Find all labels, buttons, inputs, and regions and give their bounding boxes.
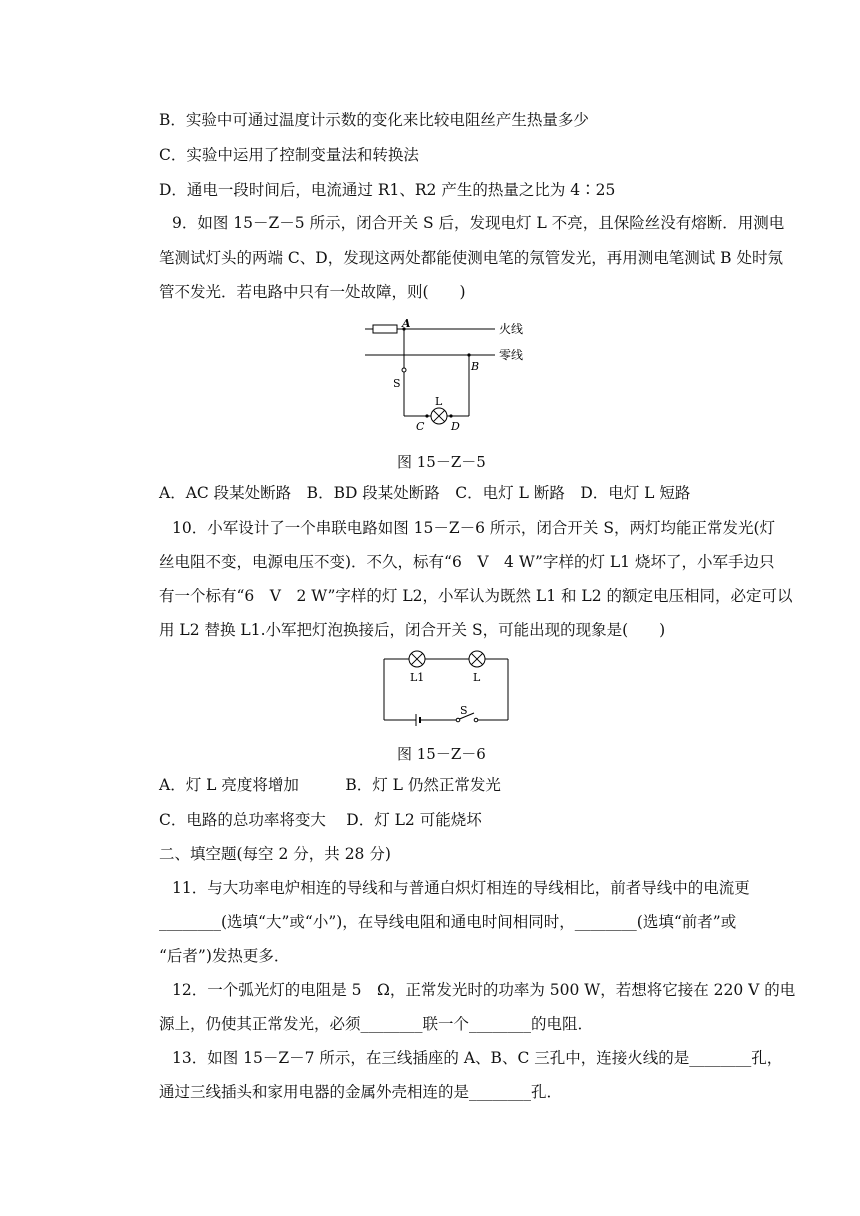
circuit-figure-15-z-6 [378, 648, 518, 728]
q9-stem-line3: 管不发光．若电路中只有一处故障，则( ) [159, 283, 466, 301]
q12-stem-line1: 12．一个弧光灯的电阻是 5 Ω，正常发光时的功率为 500 W，若想将它接在 220 V 的电 [172, 981, 796, 999]
q11-stem-line3: “后者”)发热更多． [159, 947, 290, 965]
switch-s [402, 368, 406, 372]
label-b: B [471, 360, 480, 373]
label-s: S [460, 704, 468, 717]
q10-stem-line3: 有一个标有“6 V 2 W”字样的灯 L2，小军认为既然 L1 和 L2 的额定电压相同，必定可以 [159, 587, 793, 605]
label-a: A [402, 318, 411, 330]
q8-option-b: B．实验中可通过温度计示数的变化来比较电阻丝产生热量多少 [159, 111, 589, 129]
q10-options-cd: C．电路的总功率将变大 D．灯 L2 可能烧坏 [159, 811, 482, 829]
q9-options: A．AC 段某处断路 B．BD 段某处断路 C．电灯 L 断路 D．电灯 L 短路 [159, 484, 691, 502]
q10-stem-line2: 丝电阻不变，电源电压不变)．不久，标有“6 V 4 W”字样的灯 L1 烧坏了，小军手边只 [159, 553, 775, 571]
q11-stem-line2: ________(选填“大”或“小”)，在导线电阻和通电时间相同时，________(选填“前者”或 [159, 913, 737, 931]
q9-stem-line1: 9．如图 15－Z－5 所示，闭合开关 S 后，发现电灯 L 不亮，且保险丝没有熔断．用测电 [172, 214, 785, 232]
label-s: S [393, 377, 401, 390]
label-d: D [451, 420, 460, 433]
node-b [467, 353, 470, 356]
q10-stem-line4: 用 L2 替换 L1.小军把灯泡换接后，闭合开关 S，可能出现的现象是( ) [159, 621, 666, 639]
circuit-figure-15-z-5 [355, 318, 545, 438]
figure-caption-15-z-5: 图 15－Z－5 [397, 453, 486, 471]
label-c: C [416, 420, 425, 433]
q13-stem-line2: 通过三线插头和家用电器的金属外壳相连的是________孔． [159, 1083, 563, 1101]
label-l1: L1 [410, 671, 425, 684]
fuse [373, 325, 397, 333]
q10-stem-line1: 10．小军设计了一个串联电路如图 15－Z－6 所示，闭合开关 S，两灯均能正常发光(灯 [172, 519, 776, 537]
switch-s [456, 718, 460, 722]
section-heading-fill-in: 二、填空题(每空 2 分，共 28 分) [159, 845, 391, 863]
q11-stem-line1: 11．与大功率电炉相连的导线和与普通白炽灯相连的导线相比，前者导线中的电流更 [172, 879, 750, 897]
neutral-wire-label: 零线 [499, 348, 524, 362]
q8-option-d: D．通电一段时间后，电流通过 R1、R2 产生的热量之比为 4∶25 [159, 181, 616, 199]
label-l: L [435, 395, 443, 408]
q12-stem-line2: 源上，仍使其正常发光，必须________联一个________的电阻． [159, 1015, 594, 1033]
label-l: L [473, 671, 481, 684]
q9-stem-line2: 笔测试灯头的两端 C、D，发现这两处都能使测电笔的氖管发光，再用测电笔测试 B 处时氖 [159, 249, 783, 267]
q10-options-ab: A．灯 L 亮度将增加 B．灯 L 仍然正常发光 [159, 776, 501, 794]
figure-caption-15-z-6: 图 15－Z－6 [397, 745, 486, 763]
q13-stem-line1: 13．如图 15－Z－7 所示，在三线插座的 A、B、C 三孔中，连接火线的是________孔， [172, 1049, 783, 1067]
q8-option-c: C．实验中运用了控制变量法和转换法 [159, 146, 419, 164]
live-wire-label: 火线 [499, 322, 524, 336]
